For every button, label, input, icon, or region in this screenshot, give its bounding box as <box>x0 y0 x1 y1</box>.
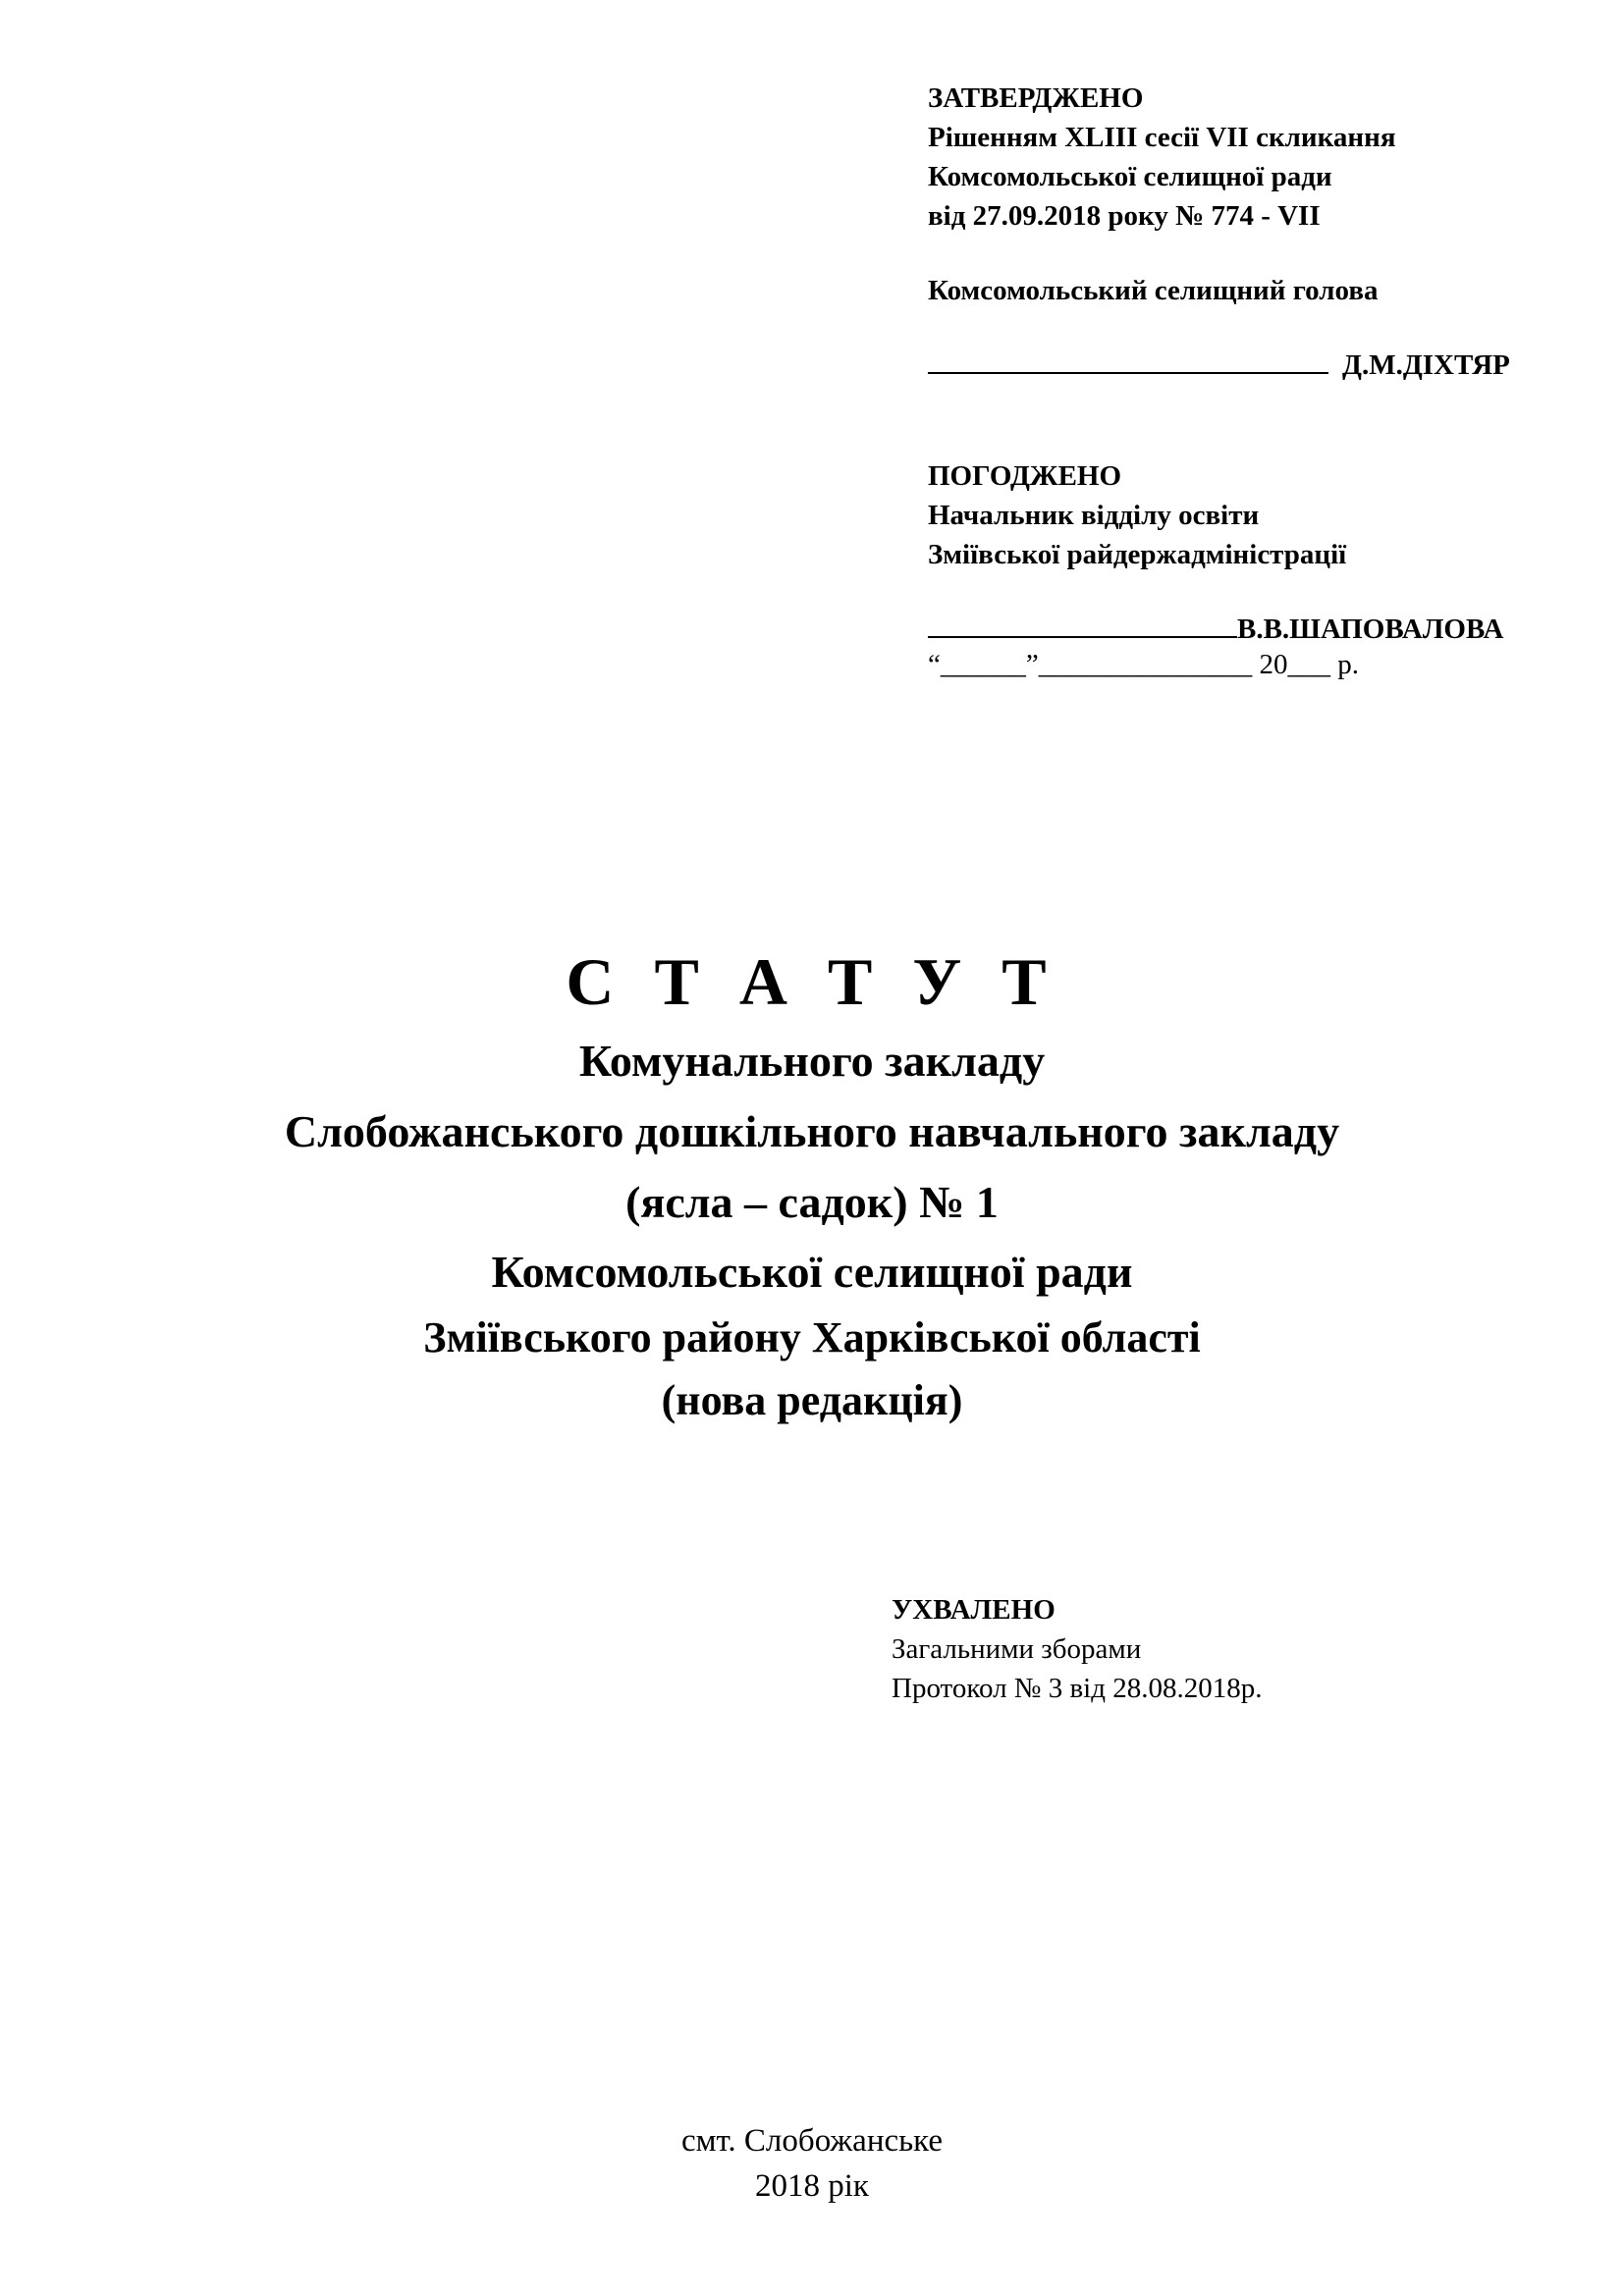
approval-block <box>928 79 1510 385</box>
approval-council-line: Комсомольської селищної ради <box>928 161 1332 192</box>
agreement-signatory: В.В.ШАПОВАЛОВА <box>1237 614 1504 645</box>
agreement-signature-row <box>928 610 1503 649</box>
approval-date-number: від 27.09.2018 року № 774 - VII <box>928 200 1321 232</box>
approval-heading: ЗАТВЕРДЖЕНО <box>928 82 1144 114</box>
adoption-block <box>892 1590 1262 1708</box>
adoption-heading: УХВАЛЕНО <box>892 1594 1056 1626</box>
title-line-school: Слобожанського дошкільного навчального закладу <box>284 1106 1340 1156</box>
footer-place: смт. Слобожанське <box>680 2123 944 2159</box>
title-line-institution: Комунального закладу <box>578 1036 1046 1086</box>
agreement-block <box>928 456 1503 680</box>
signature-line <box>928 611 1237 638</box>
agreement-position-line: Начальник відділу освіти <box>928 500 1260 531</box>
title-line-council: Комсомольської селищної ради <box>491 1247 1133 1297</box>
agreement-date-blank: “______”_______________ 20___ р. <box>928 649 1359 680</box>
adoption-body-line: Загальними зборами <box>892 1633 1142 1665</box>
document-footer <box>0 2118 1624 2209</box>
agreement-heading: ПОГОДЖЕНО <box>928 460 1122 492</box>
document-title: С Т А Т У Т <box>566 944 1058 1019</box>
title-line-type: (ясла – садок) № 1 <box>625 1177 999 1227</box>
footer-year: 2018 рік <box>755 2168 869 2204</box>
approval-decision-line: Рішенням XLIII сесії VII скликання <box>928 122 1396 153</box>
approval-signatory: Д.М.ДІХТЯР <box>1342 349 1510 381</box>
signature-line <box>928 347 1328 374</box>
document-title-block <box>0 937 1624 1432</box>
agreement-organization-line: Зміївської райдержадміністрації <box>928 539 1347 570</box>
title-line-region: Зміївського району Харківської області <box>423 1313 1201 1362</box>
title-line-edition: (нова редакція) <box>661 1376 963 1424</box>
adoption-protocol-line: Протокол № 3 від 28.08.2018р. <box>892 1673 1263 1704</box>
approval-signature-row <box>928 346 1510 385</box>
approval-head-title: Комсомольський селищний голова <box>928 275 1379 306</box>
